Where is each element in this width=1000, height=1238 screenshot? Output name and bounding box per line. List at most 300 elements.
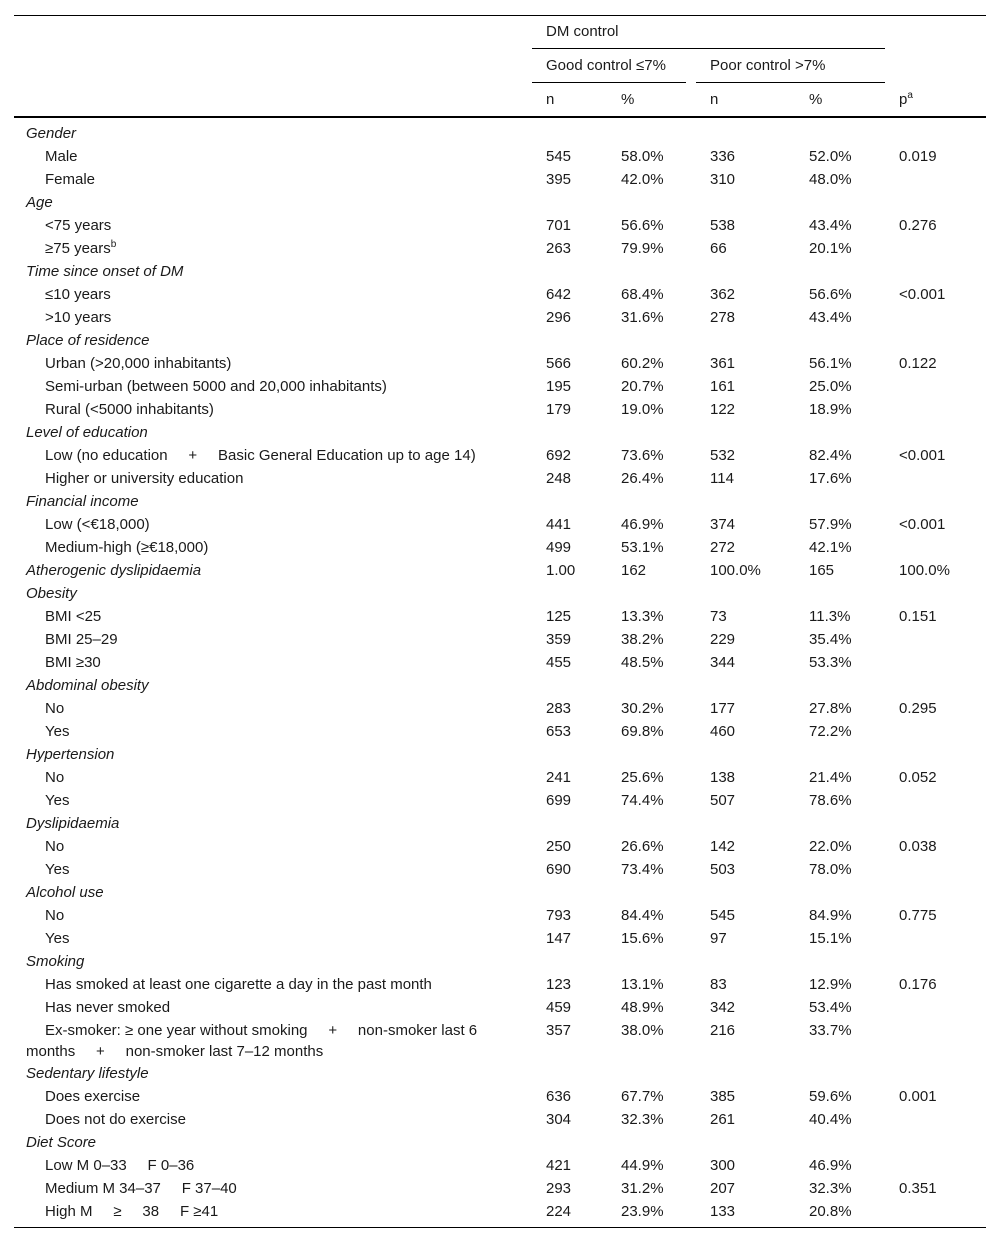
- cell-pct-good: 67.7%: [621, 1088, 664, 1105]
- cell-p-value: 0.038: [899, 838, 937, 855]
- empty-cell: [532, 674, 607, 697]
- cell-p-value: 0.276: [899, 217, 937, 234]
- empty-cell: [607, 122, 696, 145]
- empty-cell: [696, 950, 795, 973]
- empty-cell: [885, 329, 986, 352]
- cell-pct-poor: 52.0%: [809, 148, 852, 165]
- empty-cell: [696, 881, 795, 904]
- cell-p-value: [885, 536, 986, 559]
- cell-p-value: <0.001: [899, 286, 946, 303]
- cell-p-value: 100.0%: [899, 562, 950, 579]
- empty-cell: [607, 743, 696, 766]
- cell-pct-poor: 53.4%: [809, 999, 852, 1016]
- cell-pct-good: 74.4%: [621, 792, 664, 809]
- cell-n-good: 421: [546, 1157, 572, 1174]
- cell-pct-poor: 21.4%: [809, 769, 852, 786]
- row-label: ≤10 years: [45, 286, 111, 303]
- table-row: [14, 536, 986, 559]
- cell-n-good: 248: [546, 470, 572, 487]
- empty-cell: [795, 674, 885, 697]
- cell-pct-poor: 72.2%: [809, 723, 852, 740]
- table-row: [14, 697, 986, 720]
- cell-n-poor: 272: [710, 539, 736, 556]
- cell-n-poor: 374: [710, 516, 736, 533]
- table-row: [14, 1200, 986, 1223]
- cell-pct-poor: 33.7%: [809, 1022, 852, 1039]
- empty-cell: [885, 881, 986, 904]
- section-title: Place of residence: [26, 332, 150, 349]
- cell-n-poor: 216: [710, 1022, 736, 1039]
- cell-p-value: [885, 168, 986, 191]
- empty-cell: [795, 421, 885, 444]
- row-label: Has smoked at least one cigarette a day in the past month: [45, 976, 432, 993]
- table-row: [14, 398, 986, 421]
- cell-n-poor: 66: [710, 240, 727, 257]
- n-header-poor: n: [696, 83, 795, 117]
- empty-cell: [696, 191, 795, 214]
- cell-pct-poor: 43.4%: [809, 309, 852, 326]
- cell-pct-good: 23.9%: [621, 1203, 664, 1220]
- table-row: [14, 1177, 986, 1200]
- cell-n-good: 296: [546, 309, 572, 326]
- empty-cell: [885, 674, 986, 697]
- row-label: Male: [45, 148, 78, 165]
- cell-pct-good: 46.9%: [621, 516, 664, 533]
- row-label: Low (no education + Basic General Education up to age 14): [45, 447, 476, 464]
- cell-n-poor: 229: [710, 631, 736, 648]
- empty-cell: [532, 122, 607, 145]
- empty-cell: [795, 950, 885, 973]
- cell-p-value: [885, 467, 986, 490]
- empty-cell: [696, 490, 795, 513]
- cell-pct-poor: 22.0%: [809, 838, 852, 855]
- cell-pct-good: 73.6%: [621, 447, 664, 464]
- empty-cell: [532, 1131, 607, 1154]
- cell-n-good: 701: [546, 217, 572, 234]
- cell-pct-poor: 48.0%: [809, 171, 852, 188]
- row-label: No: [45, 838, 65, 855]
- table-row: [14, 467, 986, 490]
- row-label: No: [45, 907, 65, 924]
- header-row-3: [14, 83, 986, 117]
- section-header-row: [14, 743, 986, 766]
- row-label: Higher or university education: [45, 470, 244, 487]
- cell-n-poor: 545: [710, 907, 736, 924]
- empty-cell: [885, 191, 986, 214]
- cell-n-good: 455: [546, 654, 572, 671]
- cell-pct-good: 162: [621, 562, 647, 579]
- empty-cell: [532, 812, 607, 835]
- cell-n-poor: 361: [710, 355, 736, 372]
- cell-pct-poor: 57.9%: [809, 516, 852, 533]
- cell-n-good: 123: [546, 976, 572, 993]
- cell-pct-good: 15.6%: [621, 930, 664, 947]
- empty-cell: [607, 674, 696, 697]
- cell-pct-poor: 32.3%: [809, 1180, 852, 1197]
- empty-cell: [795, 329, 885, 352]
- cell-n-poor: 73: [710, 608, 727, 625]
- cell-pct-poor: 40.4%: [809, 1111, 852, 1128]
- empty-cell: [696, 1131, 795, 1154]
- cell-pct-good: 56.6%: [621, 217, 664, 234]
- cell-pct-good: 84.4%: [621, 907, 664, 924]
- cell-pct-good: 42.0%: [621, 171, 664, 188]
- pct-header-poor: %: [795, 83, 885, 117]
- row-label: High M ≥ 38 F ≥41: [45, 1203, 219, 1220]
- cell-pct-good: 13.3%: [621, 608, 664, 625]
- cell-n-good: 545: [546, 148, 572, 165]
- cell-pct-poor: 25.0%: [809, 378, 852, 395]
- section-header-row: [14, 1131, 986, 1154]
- cell-n-poor: 460: [710, 723, 736, 740]
- section-header-row: [14, 191, 986, 214]
- cell-n-good: 636: [546, 1088, 572, 1105]
- table-row: [14, 168, 986, 191]
- empty-cell: [795, 191, 885, 214]
- table-row: [14, 973, 986, 996]
- cell-pct-poor: 78.6%: [809, 792, 852, 809]
- cell-pct-good: 38.2%: [621, 631, 664, 648]
- cell-pct-good: 44.9%: [621, 1157, 664, 1174]
- row-label: No: [45, 700, 65, 717]
- table-row: [14, 352, 986, 375]
- cell-n-poor: 310: [710, 171, 736, 188]
- row-label: Rural (<5000 inhabitants): [45, 401, 214, 418]
- empty-cell: [696, 582, 795, 605]
- table-row: [14, 1085, 986, 1108]
- cell-pct-good: 69.8%: [621, 723, 664, 740]
- cell-n-poor: 207: [710, 1180, 736, 1197]
- cell-p-value: [885, 789, 986, 812]
- empty-cell: [696, 743, 795, 766]
- empty-cell: [795, 881, 885, 904]
- table-row: [14, 375, 986, 398]
- cell-p-value: <0.001: [899, 447, 946, 464]
- cell-n-poor: 122: [710, 401, 736, 418]
- row-label: Yes: [45, 930, 70, 947]
- empty-cell: [532, 582, 607, 605]
- p-header: $p^a$: [885, 83, 986, 117]
- cell-n-poor: 100.0%: [710, 562, 761, 579]
- cell-n-good: 283: [546, 700, 572, 717]
- row-label: No: [45, 769, 65, 786]
- empty-cell: [696, 674, 795, 697]
- cell-n-good: 263: [546, 240, 572, 257]
- section-title: Financial income: [26, 493, 139, 510]
- cell-pct-good: 48.9%: [621, 999, 664, 1016]
- cell-n-poor: 177: [710, 700, 736, 717]
- section-header-row: [14, 329, 986, 352]
- cell-pct-poor: 15.1%: [809, 930, 852, 947]
- empty-cell: [607, 950, 696, 973]
- table-row: [14, 720, 986, 743]
- empty-cell: [885, 490, 986, 513]
- empty-cell: [795, 122, 885, 145]
- cell-n-poor: 336: [710, 148, 736, 165]
- cell-pct-good: 20.7%: [621, 378, 664, 395]
- cell-n-good: 304: [546, 1111, 572, 1128]
- empty-cell: [885, 1131, 986, 1154]
- cell-pct-good: 31.6%: [621, 309, 664, 326]
- cell-pct-poor: 11.3%: [809, 608, 851, 625]
- table-row: [14, 651, 986, 674]
- cell-pct-poor: 20.1%: [809, 240, 852, 257]
- cell-pct-poor: 78.0%: [809, 861, 852, 878]
- section-header-row: [14, 559, 986, 582]
- cell-n-poor: 538: [710, 217, 736, 234]
- section-title: Age: [26, 194, 53, 211]
- cell-p-value: 0.122: [899, 355, 937, 372]
- cell-n-good: 690: [546, 861, 572, 878]
- cell-n-poor: 385: [710, 1088, 736, 1105]
- cell-p-value: 0.001: [899, 1088, 937, 1105]
- cell-n-poor: 507: [710, 792, 736, 809]
- empty-cell: [607, 582, 696, 605]
- row-label: BMI <25: [45, 608, 102, 625]
- cell-pct-poor: 20.8%: [809, 1203, 852, 1220]
- table-row: [14, 858, 986, 881]
- cell-p-value: 0.295: [899, 700, 937, 717]
- header-row-1: [14, 16, 986, 50]
- row-label: BMI ≥30: [45, 654, 101, 671]
- cell-n-good: 441: [546, 516, 572, 533]
- table-row: [14, 1019, 986, 1062]
- section-header-row: [14, 812, 986, 835]
- cell-pct-poor: 35.4%: [809, 631, 852, 648]
- cell-n-poor: 362: [710, 286, 736, 303]
- cell-p-value: [885, 237, 986, 260]
- empty-cell: [607, 812, 696, 835]
- dm-control-table: [14, 15, 986, 1228]
- section-header-row: [14, 582, 986, 605]
- cell-pct-poor: 17.6%: [809, 470, 852, 487]
- cell-pct-good: 25.6%: [621, 769, 664, 786]
- section-header-row: [14, 881, 986, 904]
- empty-cell: [885, 812, 986, 835]
- row-label: Female: [45, 171, 96, 188]
- cell-p-value: [885, 1108, 986, 1131]
- header-row-2: [14, 49, 986, 83]
- cell-p-value: [885, 1200, 986, 1223]
- empty-cell: [532, 329, 607, 352]
- section-header-row: [14, 260, 986, 283]
- cell-p-value: 0.176: [899, 976, 937, 993]
- cell-pct-good: 30.2%: [621, 700, 664, 717]
- empty-cell: [696, 812, 795, 835]
- cell-pct-poor: 84.9%: [809, 907, 852, 924]
- empty-cell: [696, 421, 795, 444]
- cell-n-good: 195: [546, 378, 572, 395]
- row-label: <75 years: [45, 217, 112, 234]
- cell-pct-good: 73.4%: [621, 861, 664, 878]
- cell-pct-poor: 56.1%: [809, 355, 852, 372]
- cell-n-good: 699: [546, 792, 572, 809]
- cell-pct-poor: 18.9%: [809, 401, 852, 418]
- pct-header-good: %: [607, 83, 696, 117]
- row-label: Low (<€18,000): [45, 516, 150, 533]
- cell-p-value: 0.052: [899, 769, 937, 786]
- table-row: [14, 789, 986, 812]
- cell-pct-good: 38.0%: [621, 1022, 664, 1039]
- cell-pct-good: 26.4%: [621, 470, 664, 487]
- empty-cell: [885, 950, 986, 973]
- row-label: >10 years: [45, 309, 112, 326]
- row-label: Does not do exercise: [45, 1111, 186, 1128]
- cell-n-good: 499: [546, 539, 572, 556]
- empty-cell: [532, 260, 607, 283]
- cell-n-poor: 142: [710, 838, 736, 855]
- section-title: Abdominal obesity: [26, 677, 149, 694]
- cell-pct-good: 13.1%: [621, 976, 664, 993]
- empty-cell: [532, 490, 607, 513]
- table-row: [14, 444, 986, 467]
- empty-cell: [795, 743, 885, 766]
- row-label: Yes: [45, 792, 70, 809]
- empty-cell: [795, 582, 885, 605]
- empty-cell: [532, 881, 607, 904]
- empty-cell: [795, 812, 885, 835]
- table-row: [14, 1108, 986, 1131]
- poor-control-header: Poor control >7%: [710, 57, 826, 74]
- cell-p-value: [885, 858, 986, 881]
- empty-cell: [532, 950, 607, 973]
- cell-pct-good: 31.2%: [621, 1180, 664, 1197]
- cell-pct-poor: 12.9%: [809, 976, 852, 993]
- row-label: Does exercise: [45, 1088, 141, 1105]
- cell-p-value: [885, 306, 986, 329]
- empty-cell: [607, 329, 696, 352]
- cell-p-value: [885, 1154, 986, 1177]
- empty-cell: [795, 1062, 885, 1085]
- cell-n-good: 566: [546, 355, 572, 372]
- dm-control-header: DM control: [546, 23, 619, 40]
- row-label: Ex-smoker: ≥ one year without smoking + non-smoker last 6 months + non-smoker last 7–12 months: [26, 1022, 478, 1060]
- cell-p-value: [885, 375, 986, 398]
- empty-cell: [885, 122, 986, 145]
- table-row: [14, 996, 986, 1019]
- empty-cell: [885, 421, 986, 444]
- cell-pct-poor: 42.1%: [809, 539, 852, 556]
- cell-n-poor: 161: [710, 378, 736, 395]
- row-label: Medium M 34–37 F 37–40: [45, 1180, 237, 1197]
- data-table-container: [14, 15, 986, 1228]
- table-row: [14, 237, 986, 260]
- empty-cell: [607, 881, 696, 904]
- cell-n-poor: 344: [710, 654, 736, 671]
- section-title: Level of education: [26, 424, 148, 441]
- cell-pct-poor: 43.4%: [809, 217, 852, 234]
- empty-cell: [696, 260, 795, 283]
- table-row: [14, 145, 986, 168]
- table-row: [14, 513, 986, 536]
- cell-n-good: 224: [546, 1203, 572, 1220]
- section-title: Gender: [26, 125, 77, 142]
- empty-cell: [885, 1062, 986, 1085]
- table-row: [14, 214, 986, 237]
- cell-pct-good: 19.0%: [621, 401, 664, 418]
- cell-n-good: 653: [546, 723, 572, 740]
- cell-n-good: 147: [546, 930, 572, 947]
- cell-p-value: [885, 1019, 986, 1062]
- table-row: [14, 904, 986, 927]
- section-header-row: [14, 950, 986, 973]
- table-row: [14, 1154, 986, 1177]
- table-row: [14, 835, 986, 858]
- section-title: Atherogenic dyslipidaemia: [26, 562, 202, 579]
- cell-n-poor: 261: [710, 1111, 736, 1128]
- cell-pct-good: 26.6%: [621, 838, 664, 855]
- row-label: Low M 0–33 F 0–36: [45, 1157, 195, 1174]
- cell-n-good: 250: [546, 838, 572, 855]
- section-title: Dyslipidaemia: [26, 815, 120, 832]
- cell-pct-good: 53.1%: [621, 539, 664, 556]
- cell-pct-poor: 46.9%: [809, 1157, 852, 1174]
- cell-n-poor: 138: [710, 769, 736, 786]
- empty-cell: [795, 1131, 885, 1154]
- cell-pct-poor: 27.8%: [809, 700, 852, 717]
- section-title: Alcohol use: [26, 884, 104, 901]
- empty-cell: [532, 1062, 607, 1085]
- row-label: Has never smoked: [45, 999, 171, 1016]
- cell-n-good: 692: [546, 447, 572, 464]
- cell-n-poor: 97: [710, 930, 727, 947]
- empty-cell: [885, 582, 986, 605]
- section-title: Diet Score: [26, 1134, 97, 1151]
- cell-p-value: 0.351: [899, 1180, 937, 1197]
- cell-n-good: 179: [546, 401, 572, 418]
- table-bottom-rule: [14, 1223, 986, 1228]
- section-title: Obesity: [26, 585, 77, 602]
- row-label: Medium-high (≥€18,000): [45, 539, 209, 556]
- cell-pct-poor: 53.3%: [809, 654, 852, 671]
- cell-n-good: 359: [546, 631, 572, 648]
- cell-p-value: <0.001: [899, 516, 946, 533]
- table-row: [14, 283, 986, 306]
- cell-n-poor: 278: [710, 309, 736, 326]
- empty-cell: [607, 1131, 696, 1154]
- table-row: [14, 306, 986, 329]
- cell-p-value: [885, 398, 986, 421]
- cell-n-good: 241: [546, 769, 572, 786]
- empty-cell: [607, 260, 696, 283]
- cell-pct-good: 68.4%: [621, 286, 664, 303]
- row-label: Urban (>20,000 inhabitants): [45, 355, 232, 372]
- cell-p-value: 0.151: [899, 608, 937, 625]
- section-title: Smoking: [26, 953, 85, 970]
- cell-n-poor: 300: [710, 1157, 736, 1174]
- cell-n-poor: 503: [710, 861, 736, 878]
- cell-pct-poor: 165: [809, 562, 835, 579]
- section-title: Time since onset of DM: [26, 263, 184, 280]
- table-row: [14, 927, 986, 950]
- cell-pct-good: 79.9%: [621, 240, 664, 257]
- cell-n-good: 1.00: [546, 562, 576, 579]
- n-header-good: n: [532, 83, 607, 117]
- cell-n-poor: 532: [710, 447, 736, 464]
- section-header-row: [14, 674, 986, 697]
- cell-n-poor: 133: [710, 1203, 736, 1220]
- cell-p-value: [885, 996, 986, 1019]
- cell-p-value: [885, 720, 986, 743]
- cell-pct-good: 58.0%: [621, 148, 664, 165]
- cell-pct-good: 48.5%: [621, 654, 664, 671]
- cell-n-good: 459: [546, 999, 572, 1016]
- table-row: [14, 605, 986, 628]
- empty-cell: [532, 421, 607, 444]
- section-header-row: [14, 421, 986, 444]
- cell-n-poor: 114: [710, 470, 734, 487]
- cell-p-value: 0.775: [899, 907, 937, 924]
